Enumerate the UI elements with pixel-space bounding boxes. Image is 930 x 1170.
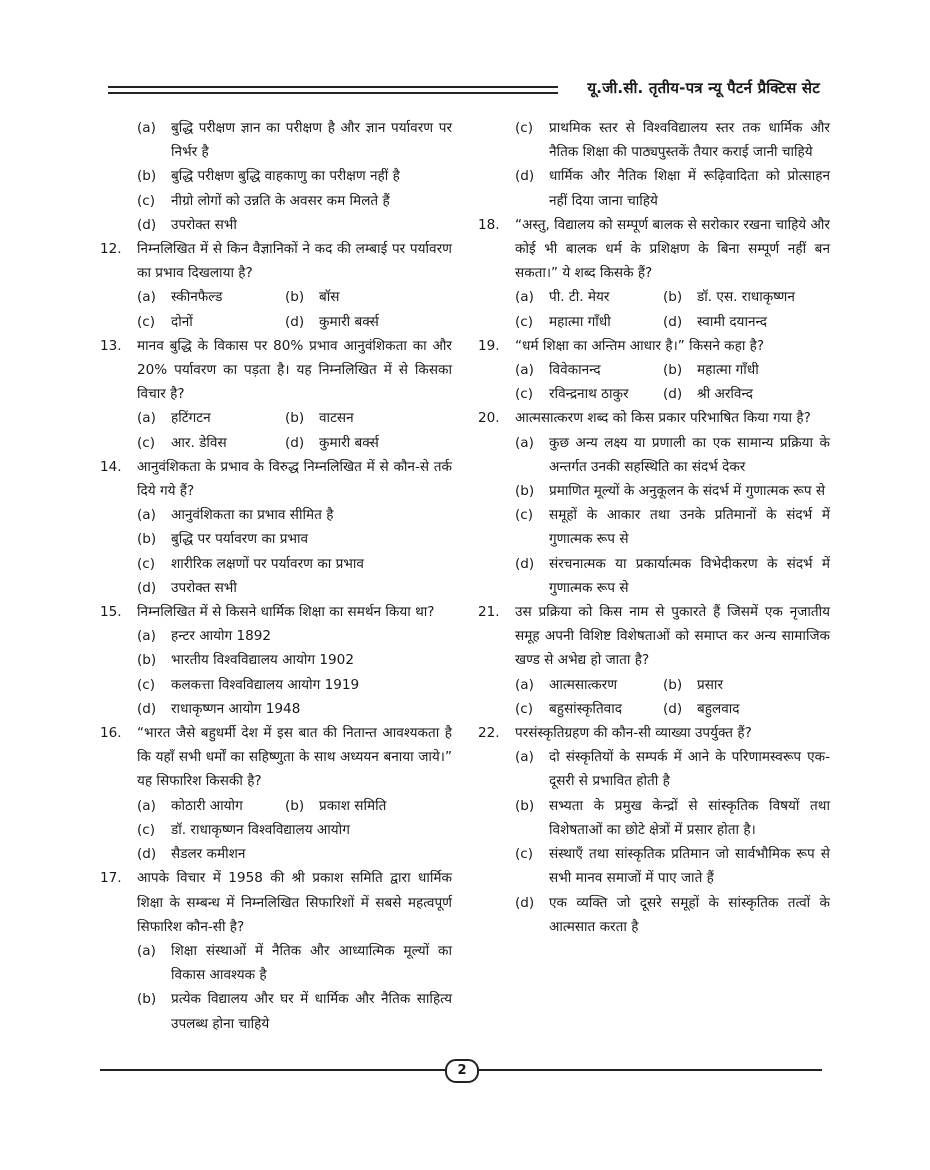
option-pair: (a) पी. टी. मेयर (b) डॉ. एस. राधाकृष्णन [515,289,795,306]
question-12: 12. निम्नलिखित में से किन वैज्ञानिकों ने कद की लम्बाई पर पर्यावरण का प्रभाव दिखलाया है? [100,241,452,282]
option-pair: (c) रविन्द्रनाथ ठाकुर (d) श्री अरविन्द [515,386,753,403]
option-item: (d) राधाकृष्णन आयोग 1948 [137,700,301,717]
option-item: (c) संस्थाएँ तथा सांस्कृतिक प्रतिमान जो सार्वभौमिक रूप से सभी मानव समाजों में पाए जाते हैं [515,846,830,887]
option-item: (b) बुद्धि परीक्षण बुद्धि वाहकाणु का परीक्षण नहीं है [137,168,400,185]
question-17: 17. आपके विचार में 1958 की श्री प्रकाश समिति द्वारा धार्मिक शिक्षा के सम्बन्ध में निम्नलिखित सिफारिशों में सबसे महत्वपूर्ण सिफारिश कौन-सी है? [100,870,452,935]
question-21: 21. उस प्रक्रिया को किस नाम से पुकारते हैं जिसमें एक नृजातीय समूह अपनी विशिष्ट विशेषताओं को समाप्त कर अन्य सामाजिक खण्ड से अभेद्य हो जाता है? [478,604,830,669]
option-pair: (c) बहुसांस्कृतिवाद (d) बहुलवाद [515,700,740,717]
option-item: (b) प्रमाणित मूल्यों के अनुकूलन के संदर्भ में गुणात्मक रूप से [515,483,826,500]
option-item: (c) शारीरिक लक्षणों पर पर्यावरण का प्रभाव [137,555,364,572]
option-pair: (a) आत्मसात्करण (b) प्रसार [515,676,724,693]
option-item: (c) डॉ. राधाकृष्णन विश्वविद्यालय आयोग [137,821,350,838]
question-13: 13. मानव बुद्धि के विकास पर 80% प्रभाव आनुवंशिकता का और 20% पर्यावरण का पड़ता है। यह निम्नलिखित में से किसका विचार है? [100,337,452,403]
option-item: (a) आनुवंशिकता का प्रभाव सीमित है [137,507,334,524]
option-item: (b) सभ्यता के प्रमुख केन्द्रों से सांस्कृतिक विषयों तथा विशेषताओं का छोटे क्षेत्रों में प्रसार होता है। [515,797,830,838]
option-pair: (a) स्कीनफैल्ड (b) बॉस [137,289,340,306]
option-pair: (a) विवेकानन्द (b) महात्मा गाँधी [515,362,759,379]
question-19: 19. “धर्म शिक्षा का अन्तिम आधार है।” किसने कहा है? [478,337,765,354]
option-item: (d) सैडलर कमीशन [137,846,246,863]
footer-rule-right [479,1069,822,1071]
option-item: (b) बुद्धि पर पर्यावरण का प्रभाव [137,531,309,548]
footer-rule-left [100,1069,445,1071]
header-title: यू.जी.सी. तृतीय-पत्र न्यू पैटर्न प्रैक्टिस सेट [587,79,820,97]
question-20: 20. आत्मसात्करण शब्द को किस प्रकार परिभाषित किया गया है? [478,410,811,427]
option-item: (d) संरचनात्मक या प्रकार्यात्मक विभेदीकरण के संदर्भ में गुणात्मक रूप से [515,555,830,596]
option-item: (b) भारतीय विश्वविद्यालय आयोग 1902 [137,652,354,669]
option-item: (d) धार्मिक और नैतिक शिक्षा में रूढ़िवादिता को प्रोत्साहन नहीं दिया जाना चाहिये [515,168,830,209]
option-item: (c) नीग्रो लोगों को उन्नति के अवसर कम मिलते हैं [137,192,390,209]
question-14: 14. आनुवंशिकता के प्रभाव के विरुद्ध निम्नलिखित में से कौन-से तर्क दिये गये हैं? [100,458,452,500]
option-item: (a) कुछ अन्य लक्ष्य या प्रणाली का एक सामान्य प्रक्रिया के अन्तर्गत उनकी सहस्थिति का संदर्भ देकर [515,434,830,475]
option-pair: (c) आर. डेविस (d) कुमारी बर्क्स [137,434,379,451]
option-pair: (a) कोठारी आयोग (b) प्रकाश समिति [137,797,387,814]
question-16: 16. “भारत जैसे बहुधर्मी देश में इस बात की नितान्त आवश्यकता है कि यहाँ सभी धर्मों का सहिष्णुता के साथ अध्ययन बनाया जाये।” यह सिफारिश किसकी है? [100,725,452,790]
option-item: (a) हन्टर आयोग 1892 [137,628,272,645]
option-item: (a) बुद्धि परीक्षण ज्ञान का परीक्षण है और ज्ञान पर्यावरण पर निर्भर है [137,120,452,161]
option-item: (a) शिक्षा संस्थाओं में नैतिक और आध्यात्मिक मूल्यों का विकास आवश्यक है [137,942,452,984]
question-15: 15. निम्नलिखित में से किसने धार्मिक शिक्षा का समर्थन किया था? [100,604,435,621]
header-rule [108,86,558,98]
option-pair: (c) महात्मा गाँधी (d) स्वामी दयानन्द [515,313,767,330]
question-22: 22. परसंस्कृतिग्रहण की कौन-सी व्याख्या उपर्युक्त हैं? [478,725,752,742]
question-18: 18. “अस्तु, विद्यालय को सम्पूर्ण बालक से सरोकार रखना चाहिये और कोई भी बालक धर्म के प्रशिक्षण के बिना सम्पूर्ण नहीं बन सकता।” ये शब्द किसके हैं? [478,216,830,282]
option-item: (c) समूहों के आकार तथा उनके प्रतिमानों के संदर्भ में गुणात्मक रूप से [515,507,830,548]
page-footer [100,1058,822,1082]
option-item: (d) एक व्यक्ति जो दूसरे समूहों के सांस्कृतिक तत्वों के आत्मसात करता है [515,894,830,935]
option-item: (a) दो संस्कृतियों के सम्पर्क में आने के परिणामस्वरूप एक-दूसरी से प्रभावित होती है [515,749,830,790]
page-header [108,78,820,104]
option-item: (d) उपरोक्त सभी [137,216,237,233]
option-pair: (a) हटिंगटन (b) वाटसन [137,410,354,427]
page-number: 2 [445,1059,479,1083]
right-column [478,116,830,939]
option-pair: (c) दोनों (d) कुमारी बर्क्स [137,313,379,330]
option-item: (c) कलकत्ता विश्वविद्यालय आयोग 1919 [137,676,360,693]
left-column [100,116,452,1036]
option-item: (c) प्राथमिक स्तर से विश्वविद्यालय स्तर तक धार्मिक और नैतिक शिक्षा की पाठ्यपुस्तकें तैयार कराई जानी चाहिये [515,120,830,161]
option-item: (d) उपरोक्त सभी [137,579,237,596]
option-item: (b) प्रत्येक विद्यालय और घर में धार्मिक और नैतिक साहित्य उपलब्ध होना चाहिये [137,991,452,1032]
